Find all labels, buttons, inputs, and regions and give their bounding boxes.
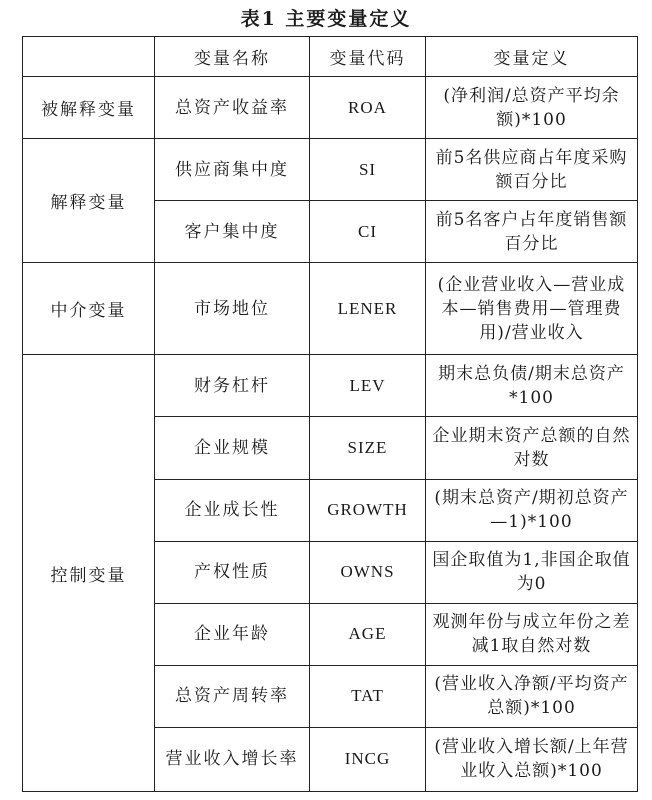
variable-code-cell: INCG [310,727,426,791]
variable-definition-cell: 国企取值为1,非国企取值为0 [426,541,638,603]
variable-name-cell: 市场地位 [155,263,310,355]
variable-name-cell: 企业年龄 [155,603,310,665]
variable-code-cell: LENER [310,263,426,355]
header-variable-name: 变量名称 [155,37,310,77]
category-cell: 中介变量 [23,263,155,355]
variable-definition-cell: (净利润/总资产平均余额)*100 [426,77,638,139]
variable-name-cell: 财务杠杆 [155,355,310,417]
variable-definition-table [22,36,638,792]
variable-definition-cell: 前5名供应商占年度采购额百分比 [426,139,638,201]
variable-name-cell: 企业成长性 [155,479,310,541]
category-cell: 被解释变量 [23,77,155,139]
header-row [23,37,638,77]
variable-code-cell: CI [310,201,426,263]
category-cell: 控制变量 [23,355,155,792]
variable-definition-cell: 企业期末资产总额的自然对数 [426,417,638,479]
table-row [23,355,638,417]
variable-code-cell: GROWTH [310,479,426,541]
variable-name-cell: 营业收入增长率 [155,727,310,791]
variable-name-cell: 客户集中度 [155,201,310,263]
variable-definition-cell: 期末总负债/期末总资产*100 [426,355,638,417]
variable-definition-cell: (期末总资产/期初总资产—1)*100 [426,479,638,541]
variable-code-cell: OWNS [310,541,426,603]
variable-name-cell: 产权性质 [155,541,310,603]
table-row [23,77,638,139]
variable-code-cell: TAT [310,665,426,727]
category-cell: 解释变量 [23,139,155,263]
table-row [23,139,638,201]
table-caption: 表1 主要变量定义 [240,8,412,30]
variable-name-cell: 总资产收益率 [155,77,310,139]
variable-code-cell: SIZE [310,417,426,479]
variable-code-cell: ROA [310,77,426,139]
variable-code-cell: SI [310,139,426,201]
variable-definition-cell: (营业收入净额/平均资产总额)*100 [426,665,638,727]
header-variable-code: 变量代码 [310,37,426,77]
variable-definition-cell: 前5名客户占年度销售额百分比 [426,201,638,263]
header-category [23,37,155,77]
variable-name-cell: 企业规模 [155,417,310,479]
header-variable-definition: 变量定义 [426,37,638,77]
table-row [23,263,638,355]
variable-name-cell: 供应商集中度 [155,139,310,201]
variable-code-cell: LEV [310,355,426,417]
variable-code-cell: AGE [310,603,426,665]
variable-definition-cell: (营业收入增长额/上年营业收入总额)*100 [426,727,638,791]
variable-name-cell: 总资产周转率 [155,665,310,727]
variable-definition-cell: 观测年份与成立年份之差减1取自然对数 [426,603,638,665]
variable-definition-cell: (企业营业收入—营业成本—销售费用—管理费用)/营业收入 [426,263,638,355]
